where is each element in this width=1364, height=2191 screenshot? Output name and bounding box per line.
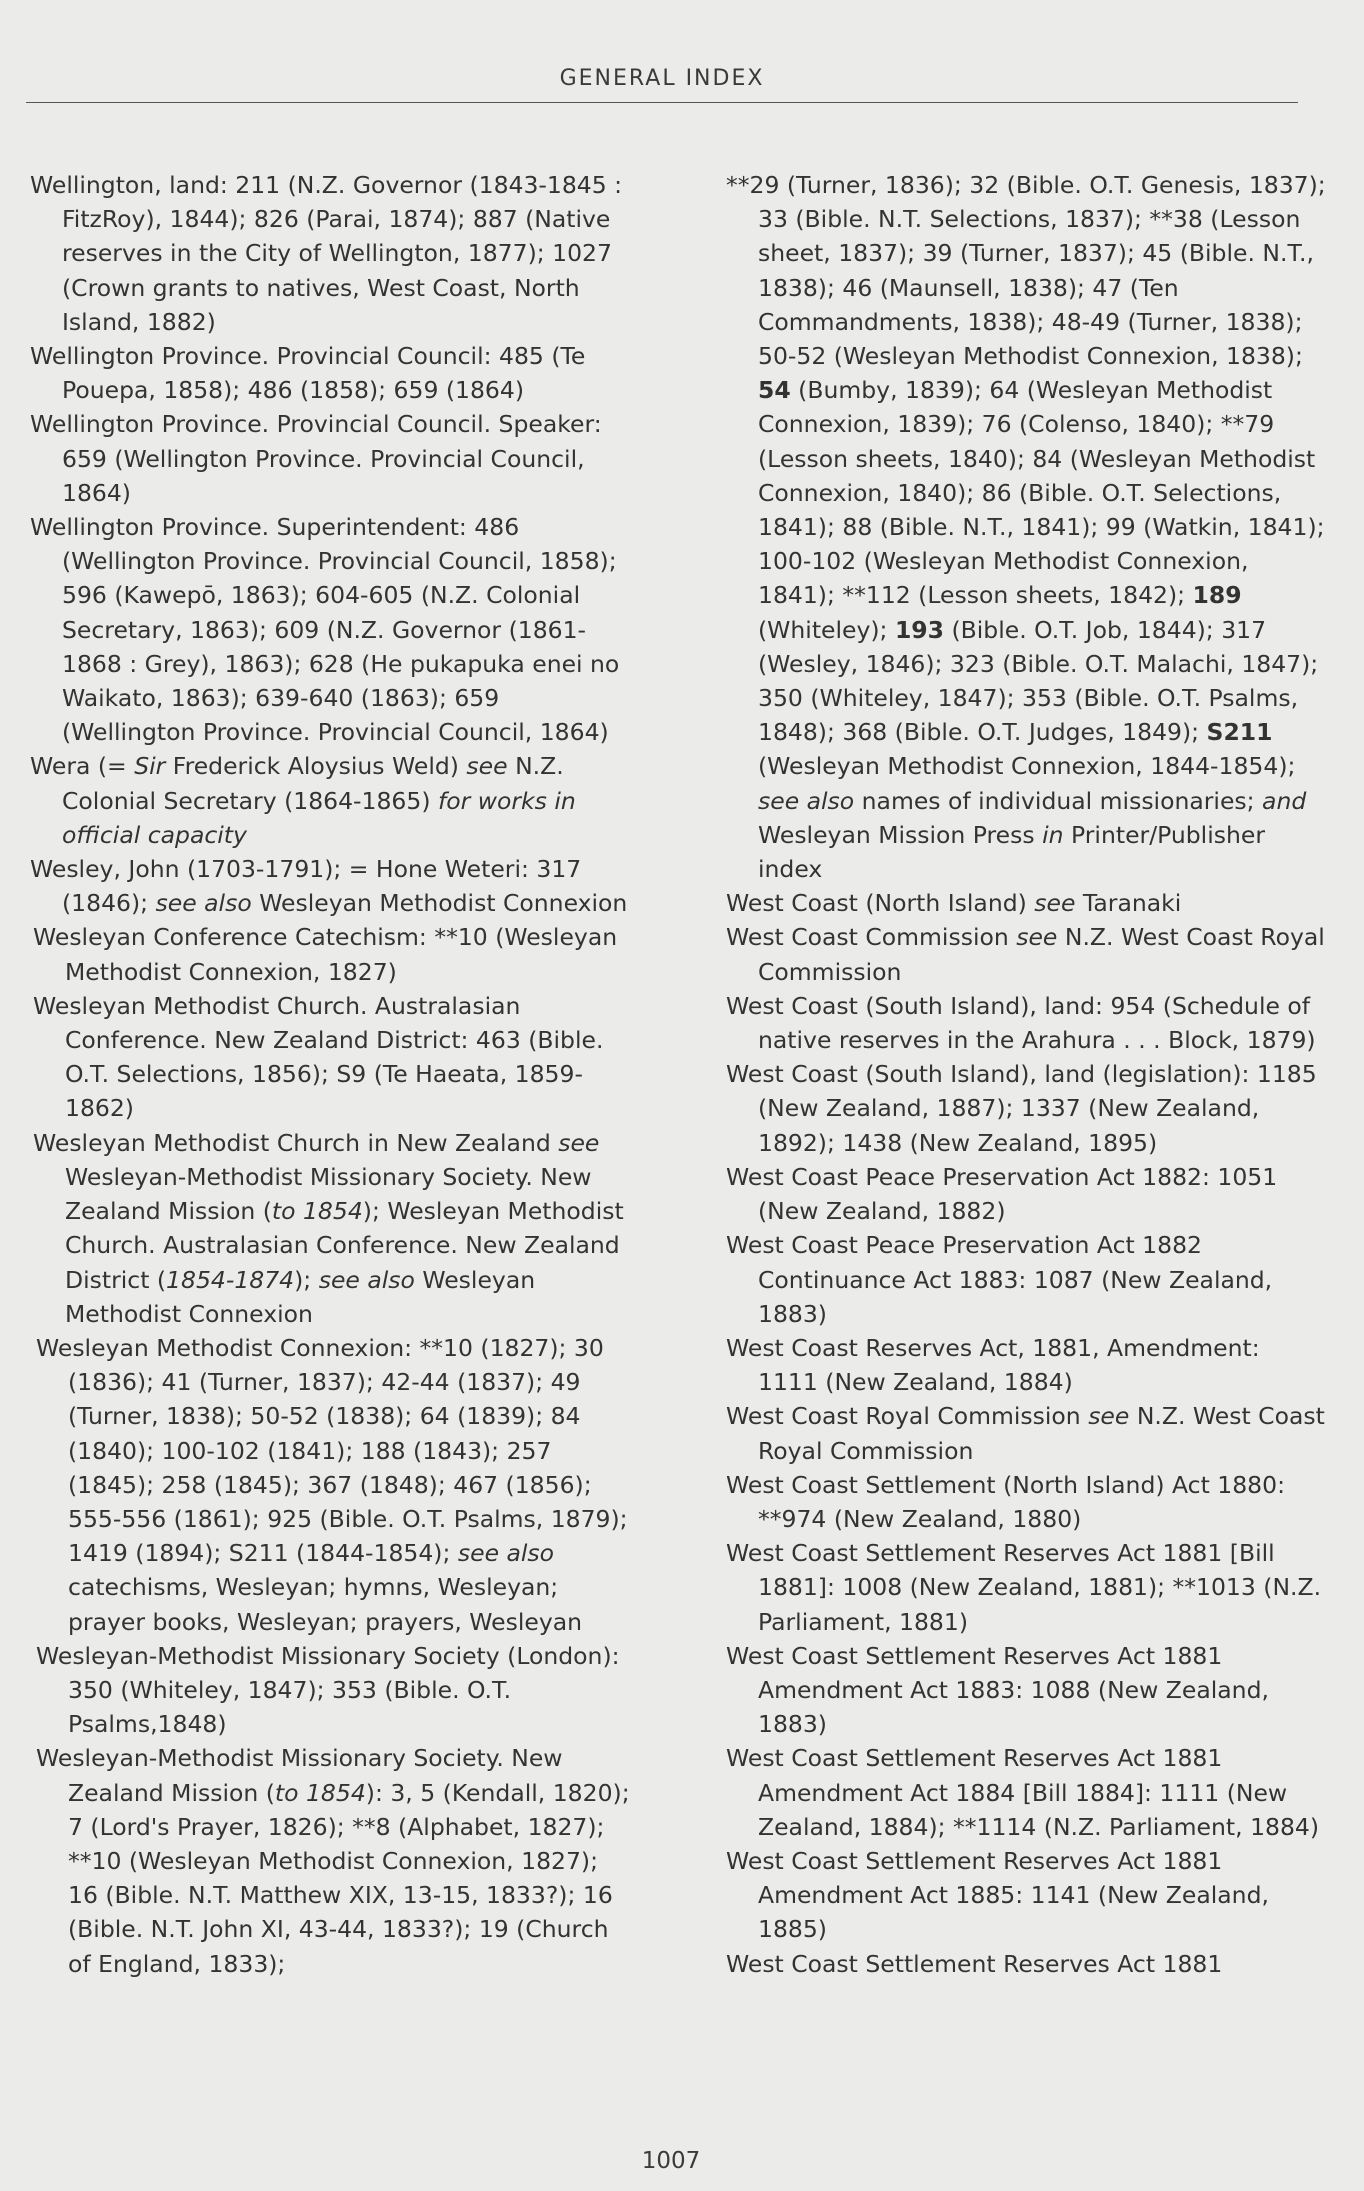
- index-entry-text: (Whiteley);: [758, 615, 895, 644]
- index-entry-text: West Coast Settlement (North Island) Act 1880: **974 (New Zealand, 1880): [726, 1470, 1285, 1533]
- index-entry-text: Taranaki: [1075, 889, 1182, 918]
- index-entry: [726, 1468, 1326, 1536]
- index-entry-text: (Bumby, 1839); 64 (Wesleyan Methodist Connexion, 1839); 76 (Colenso, 1840); **79 (Lesson sheets, 1840); 84 (Wesleyan Methodist Connexion, 1840); 86 (Bible. O.T. Selections, 1841); 88 (Bible. N.T., 1841); 99 (Watkin, 1841); 100-102 (Wesleyan Methodist Connexion, 1841); **112 (Lesson sheets, 1842);: [758, 376, 1325, 610]
- index-entry: [726, 886, 1326, 920]
- index-entry: [726, 920, 1326, 988]
- index-entry-text: N.Z. West Coast Royal Commission: [758, 923, 1325, 986]
- index-entry-text: Printer/Publisher index: [758, 820, 1265, 884]
- index-entry-text: West Coast Peace Preservation Act 1882 Continuance Act 1883: 1087 (New Zealand, 1883): [726, 1231, 1273, 1328]
- index-entry-text: see also: [457, 1539, 555, 1568]
- index-entry-text: Wellington Province. Provincial Council. Speaker: 659 (Wellington Province. Provincial Council, 1864): [30, 410, 602, 507]
- index-entry-text: 1854-1874: [166, 1265, 295, 1294]
- index-entry-text: see also: [758, 786, 855, 815]
- index-entry-text: names of individual missionaries;: [854, 786, 1263, 815]
- index-entry: [30, 852, 630, 920]
- index-entry-text: see: [1088, 1402, 1130, 1431]
- index-entry: [726, 1160, 1326, 1228]
- index-entry-text: (Wesleyan Methodist Connexion, 1844-1854);: [758, 752, 1296, 781]
- index-entry-text: West Coast Settlement Reserves Act 1881 Amendment Act 1883: 1088 (New Zealand, 1883): [726, 1641, 1269, 1739]
- index-entry-text: Wesleyan Methodist Church in New Zealand: [33, 1128, 559, 1157]
- index-entry: [726, 1399, 1326, 1467]
- index-entry-text: West Coast Commission: [726, 923, 1017, 952]
- index-entry-text: Wellington Province. Superintendent: 486 (Wellington Province. Provincial Council, 1858); 596 (Kawepō, 1863); 604-605 (N.Z. Colonial Secretary, 1863); 609 (N.Z. Governor (1861-1868 : Grey), 1863); 628 (He pukapuka enei no Waikato, 1863); 639-640 (1863); 659 (Wellington Province. Provincial Council, 1864): [30, 513, 620, 747]
- index-entry-text: 54: [758, 376, 791, 405]
- index-entry-text: West Coast Settlement Reserves Act 1881: [726, 1949, 1223, 1978]
- index-entry-text: West Coast Settlement Reserves Act 1881 Amendment Act 1885: 1141 (New Zealand, 1885): [726, 1846, 1269, 1944]
- index-entry: [726, 1947, 1326, 1981]
- index-entry-text: West Coast Peace Preservation Act 1882: 1051 (New Zealand, 1882): [726, 1162, 1278, 1226]
- header-rule: [26, 102, 1298, 103]
- index-entry-text: S211: [1206, 718, 1273, 747]
- index-entry: [36, 1331, 630, 1639]
- index-entry-text: for works in official capacity: [62, 786, 576, 849]
- index-entry-text: see also: [318, 1265, 415, 1294]
- index-entry-text: West Coast (North Island): [726, 889, 1035, 918]
- index-entry-text: Wellington Province. Provincial Council: 485 (Te Pouepa, 1858); 486 (1858); 659 (1864): [30, 342, 586, 405]
- index-entry-text: in: [1042, 820, 1064, 849]
- index-entry: [36, 1741, 630, 1980]
- index-entry: [30, 749, 630, 852]
- index-entry-text: and: [1262, 786, 1307, 815]
- index-entry: [36, 1639, 630, 1742]
- index-entry: [726, 1331, 1326, 1399]
- index-entry-text: Sir: [134, 752, 166, 781]
- index-entry-text: see: [1016, 923, 1058, 952]
- index-entry: [30, 510, 630, 749]
- index-entry: [33, 920, 630, 988]
- index-entry-text: );: [294, 1265, 319, 1294]
- index-entry-text: to 1854: [274, 1778, 366, 1807]
- index-entry-text: Wesleyan Methodist Church. Australasian Conference. New Zealand District: 463 (Bible. O.T. Selections, 1856); S9 (Te Haeata, 1859-1862): [33, 991, 604, 1123]
- index-entry-text: Wesleyan Mission Press: [758, 820, 1043, 849]
- index-entry-text: N.Z. West Coast Royal Commission: [758, 1402, 1325, 1465]
- index-entry-text: West Coast Reserves Act, 1881, Amendment: 1111 (New Zealand, 1884): [726, 1333, 1260, 1397]
- index-entry-text: Wesleyan Methodist Connexion: [251, 889, 628, 918]
- index-entry-text: N.Z. Colonial Secretary (1864-1865): [62, 752, 564, 815]
- index-entry-text: West Coast Settlement Reserves Act 1881 [Bill 1881]: 1008 (New Zealand, 1881); **1013 (N.Z. Parliament, 1881): [726, 1539, 1322, 1636]
- index-entry: [30, 168, 630, 339]
- index-entry-text: Wellington, land: 211 (N.Z. Governor (1843-1845 : FitzRoy), 1844); 826 (Parai, 1874); 887 (Native reserves in the City of Wellington, 1877); 1027 (Crown grants to natives, West Coast, North Island, 1882): [30, 171, 623, 336]
- index-entry: [30, 407, 630, 510]
- index-entry: [726, 989, 1326, 1057]
- index-entry-text: see: [558, 1128, 600, 1157]
- index-entry-text: West Coast Royal Commission: [726, 1402, 1089, 1431]
- index-entry-text: Frederick Aloysius Weld): [165, 752, 467, 781]
- index-entry-text: West Coast Settlement Reserves Act 1881 Amendment Act 1884 [Bill 1884]: 1111 (New Zealand, 1884); **1114 (N.Z. Parliament, 1884): [726, 1744, 1320, 1841]
- index-entry-text: Wesley, John (1703-1791); = Hone Weteri: 317 (1846);: [30, 855, 582, 918]
- index-entry: [33, 1126, 630, 1331]
- index-entry-text: see also: [155, 889, 252, 918]
- index-entry-text: 193: [894, 615, 945, 644]
- index-entry-text: Wesleyan Methodist Connexion: [65, 1265, 536, 1328]
- index-entry: [726, 1844, 1326, 1947]
- index-entry-text: Wesleyan Methodist Connexion: **10 (1827); 30 (1836); 41 (Turner, 1837); 42-44 (1837); 49 (Turner, 1838); 50-52 (1838); 64 (1839); 84 (1840); 100-102 (1841); 188 (1843); 257 (1845); 258 (1845); 367 (1848); 467 (1856); 555-556 (1861); 925 (Bible. O.T. Psalms, 1879); 1419 (1894); S211 (1844-1854);: [36, 1333, 628, 1568]
- index-entry-text: see: [466, 752, 508, 781]
- index-entry-text: (Bible. O.T. Job, 1844); 317 (Wesley, 1846); 323 (Bible. O.T. Malachi, 1847); 350 (Whiteley, 1847); 353 (Bible. O.T. Psalms, 1848); 368 (Bible. O.T. Judges, 1849);: [758, 615, 1319, 747]
- page-number: 1007: [641, 2148, 701, 2174]
- index-entry-text: Wesleyan-Methodist Missionary Society (London): 350 (Whiteley, 1847); 353 (Bible. O.T. Psalms,1848): [36, 1641, 620, 1739]
- index-column-right: [726, 168, 1326, 1981]
- index-entry-text: Wesleyan Conference Catechism: **10 (Wesleyan Methodist Connexion, 1827): [33, 923, 618, 986]
- index-entry: [726, 1057, 1326, 1160]
- index-entry: [726, 1639, 1326, 1742]
- index-entry-text: Wesleyan-Methodist Missionary Society. New Zealand Mission (: [65, 1162, 592, 1226]
- index-entry: [726, 168, 1326, 886]
- index-entry-text: Wera (=: [30, 752, 135, 781]
- index-entry: [30, 339, 630, 407]
- index-entry-text: catechisms, Wesleyan; hymns, Wesleyan; prayer books, Wesleyan; prayers, Wesleyan: [68, 1573, 583, 1636]
- index-entry-text: West Coast (South Island), land (legislation): 1185 (New Zealand, 1887); 1337 (New Zealand, 1892); 1438 (New Zealand, 1895): [726, 1060, 1317, 1157]
- running-head: GENERAL INDEX: [559, 66, 765, 91]
- index-entry-text: ); Wesleyan Methodist Church. Australasian Conference. New Zealand District (: [65, 1197, 624, 1294]
- index-entry: [726, 1228, 1326, 1331]
- index-entry: [726, 1741, 1326, 1844]
- index-entry-text: see: [1034, 889, 1076, 918]
- index-entry-text: to 1854: [271, 1197, 363, 1226]
- index-entry: [726, 1536, 1326, 1639]
- index-entry-text: Wesleyan-Methodist Missionary Society. New Zealand Mission (: [36, 1744, 563, 1807]
- index-entry-text: West Coast (South Island), land: 954 (Schedule of native reserves in the Arahura . . . Block, 1879): [726, 991, 1316, 1055]
- index-entry-text: ): 3, 5 (Kendall, 1820); 7 (Lord's Prayer, 1826); **8 (Alphabet, 1827); **10 (Wesleyan Methodist Connexion, 1827); 16 (Bible. N.T. Matthew XIX, 13-15, 1833?); 16 (Bible. N.T. John XI, 43-44, 1833?); 19 (Church of England, 1833);: [68, 1778, 630, 1978]
- index-entry-text: 189: [1192, 581, 1242, 610]
- index-entry-text: **29 (Turner, 1836); 32 (Bible. O.T. Genesis, 1837); 33 (Bible. N.T. Selections, 1837); **38 (Lesson sheet, 1837); 39 (Turner, 1837); 45 (Bible. N.T., 1838); 46 (Maunsell, 1838); 47 (Ten Commandments, 1838); 48-49 (Turner, 1838); 50-52 (Wesleyan Methodist Connexion, 1838);: [726, 171, 1326, 371]
- index-entry: [33, 989, 630, 1126]
- index-column-left: [30, 168, 630, 1981]
